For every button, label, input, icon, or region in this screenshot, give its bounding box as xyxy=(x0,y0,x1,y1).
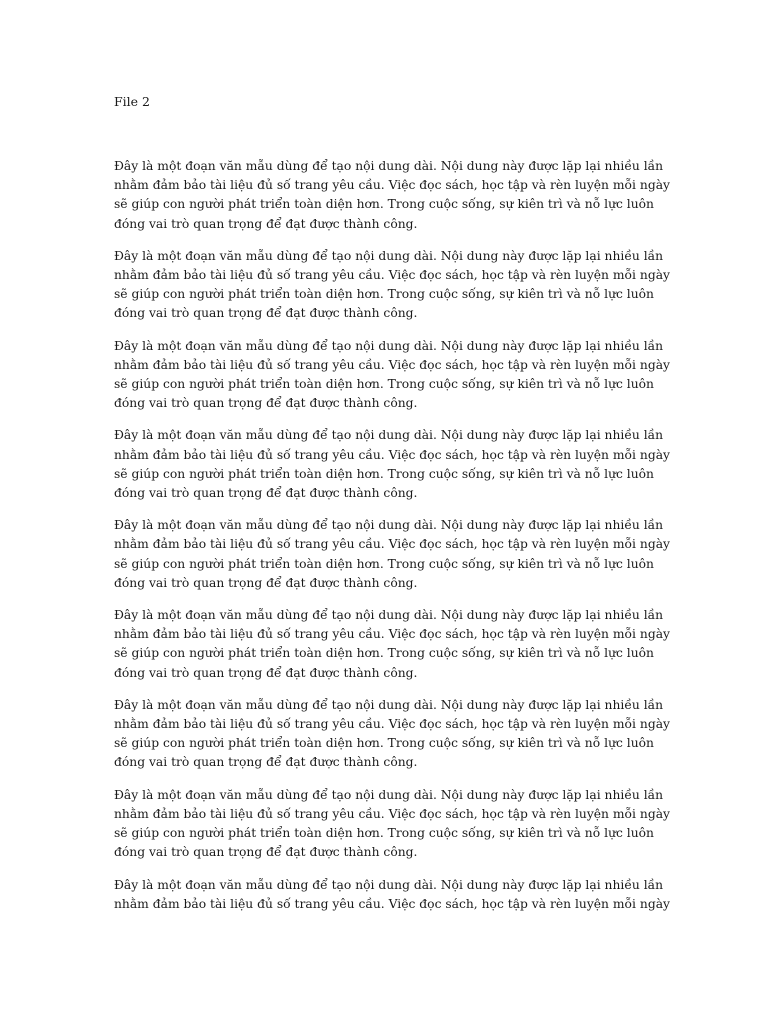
paragraph-line: sẽ giúp con người phát triển toàn diện hơn. Trong cuộc sống, sự kiên trì và nỗ lực luôn xyxy=(114,826,654,841)
paragraph-line: đóng vai trò quan trọng để đạt được thành công. xyxy=(114,396,418,411)
paragraph xyxy=(114,696,670,773)
paragraph-line: Đây là một đoạn văn mẫu dùng để tạo nội dung dài. Nội dung này được lặp lại nhiều lần xyxy=(114,428,664,443)
paragraph-line: đóng vai trò quan trọng để đạt được thành công. xyxy=(114,306,418,321)
paragraph-line: Đây là một đoạn văn mẫu dùng để tạo nội dung dài. Nội dung này được lặp lại nhiều lần xyxy=(114,877,664,892)
paragraph-line: Đây là một đoạn văn mẫu dùng để tạo nội dung dài. Nội dung này được lặp lại nhiều lần xyxy=(114,338,664,353)
paragraph-line: sẽ giúp con người phát triển toàn diện hơn. Trong cuộc sống, sự kiên trì và nỗ lực luôn xyxy=(114,466,654,481)
paragraph-line: sẽ giúp con người phát triển toàn diện hơn. Trong cuộc sống, sự kiên trì và nỗ lực luôn xyxy=(114,377,654,392)
paragraph-line: đóng vai trò quan trọng để đạt được thành công. xyxy=(114,665,418,680)
paragraph xyxy=(114,426,670,503)
paragraph-line: sẽ giúp con người phát triển toàn diện hơn. Trong cuộc sống, sự kiên trì và nỗ lực luôn xyxy=(114,556,654,571)
paragraph-line: nhằm đảm bảo tài liệu đủ số trang yêu cầu. Việc đọc sách, học tập và rèn luyện mỗi ngày xyxy=(114,896,670,911)
paragraph-line: Đây là một đoạn văn mẫu dùng để tạo nội dung dài. Nội dung này được lặp lại nhiều lần xyxy=(114,518,664,533)
paragraph-line: nhằm đảm bảo tài liệu đủ số trang yêu cầu. Việc đọc sách, học tập và rèn luyện mỗi ngày xyxy=(114,717,670,732)
paragraph-line: đóng vai trò quan trọng để đạt được thành công. xyxy=(114,575,418,590)
paragraph-line: Đây là một đoạn văn mẫu dùng để tạo nội dung dài. Nội dung này được lặp lại nhiều lần xyxy=(114,608,664,623)
paragraph-line: nhằm đảm bảo tài liệu đủ số trang yêu cầu. Việc đọc sách, học tập và rèn luyện mỗi ngày xyxy=(114,357,670,372)
paragraph-line: đóng vai trò quan trọng để đạt được thành công. xyxy=(114,486,418,501)
paragraph-line: Đây là một đoạn văn mẫu dùng để tạo nội dung dài. Nội dung này được lặp lại nhiều lần xyxy=(114,159,664,173)
paragraph-line: Đây là một đoạn văn mẫu dùng để tạo nội dung dài. Nội dung này được lặp lại nhiều lần xyxy=(114,248,664,263)
paragraph-line: Đây là một đoạn văn mẫu dùng để tạo nội dung dài. Nội dung này được lặp lại nhiều lần xyxy=(114,697,664,712)
paragraph-line: nhằm đảm bảo tài liệu đủ số trang yêu cầu. Việc đọc sách, học tập và rèn luyện mỗi ngày xyxy=(114,627,670,642)
paragraph xyxy=(114,157,670,234)
paragraph-line: Đây là một đoạn văn mẫu dùng để tạo nội dung dài. Nội dung này được lặp lại nhiều lần xyxy=(114,787,664,802)
document-header: File 2 xyxy=(114,94,150,109)
paragraph-line: sẽ giúp con người phát triển toàn diện hơn. Trong cuộc sống, sự kiên trì và nỗ lực luôn xyxy=(114,646,654,661)
paragraph xyxy=(114,337,670,414)
paragraph-line: đóng vai trò quan trọng để đạt được thành công. xyxy=(114,755,418,770)
paragraph-line: sẽ giúp con người phát triển toàn diện hơn. Trong cuộc sống, sự kiên trì và nỗ lực luôn xyxy=(114,736,654,751)
paragraph xyxy=(114,516,670,593)
paragraph-line: nhằm đảm bảo tài liệu đủ số trang yêu cầu. Việc đọc sách, học tập và rèn luyện mỗi ngày xyxy=(114,806,670,821)
paragraph xyxy=(114,606,670,683)
paragraph-line: sẽ giúp con người phát triển toàn diện hơn. Trong cuộc sống, sự kiên trì và nỗ lực luôn xyxy=(114,197,654,212)
paragraph-line: đóng vai trò quan trọng để đạt được thành công. xyxy=(114,845,418,860)
paragraph-partial xyxy=(114,876,670,914)
paragraph xyxy=(114,786,670,863)
paragraph xyxy=(114,247,670,324)
paragraph-line: nhằm đảm bảo tài liệu đủ số trang yêu cầu. Việc đọc sách, học tập và rèn luyện mỗi ngày xyxy=(114,268,670,283)
paragraph-line: đóng vai trò quan trọng để đạt được thành công. xyxy=(114,216,418,231)
paragraph-line: nhằm đảm bảo tài liệu đủ số trang yêu cầu. Việc đọc sách, học tập và rèn luyện mỗi ngày xyxy=(114,537,670,552)
document-body xyxy=(114,157,670,927)
paragraph-line: sẽ giúp con người phát triển toàn diện hơn. Trong cuộc sống, sự kiên trì và nỗ lực luôn xyxy=(114,287,654,302)
paragraph-line: nhằm đảm bảo tài liệu đủ số trang yêu cầu. Việc đọc sách, học tập và rèn luyện mỗi ngày xyxy=(114,447,670,462)
paragraph-line: nhằm đảm bảo tài liệu đủ số trang yêu cầu. Việc đọc sách, học tập và rèn luyện mỗi ngày xyxy=(114,178,670,193)
